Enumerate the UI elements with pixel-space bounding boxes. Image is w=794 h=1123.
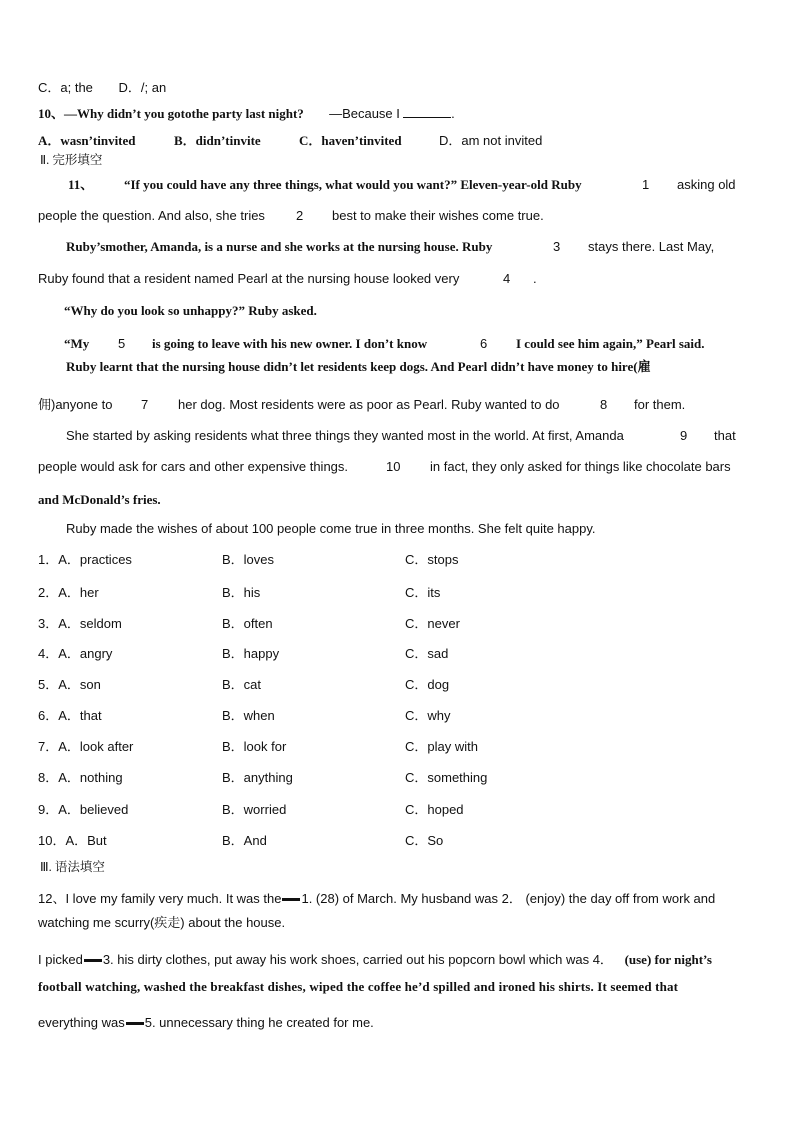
passage-line-10-a: people would ask for cars and other expensive things. [38,459,349,474]
choice-8-option-b: B．anything [222,770,293,785]
section-3-heading: Ⅲ. 语法填空 [40,860,105,874]
grammar-line-3-a: I picked [38,952,83,967]
choice-4-option-b: B．happy [222,646,280,661]
choice-5-option-b: B．cat [222,677,262,692]
choice-2-option-b: B．his [222,585,261,600]
passage-line-9-c: that [714,428,736,443]
blank-number-9: 9 [680,428,688,443]
grammar-line-5-b: 5. unnecessary thing he created for me. [144,1015,374,1030]
choice-6-option-a: 6．A．that [38,708,102,723]
choice-9-option-c: C．hoped [405,802,464,817]
blank-dash-5 [126,1022,144,1025]
blank-number-1: 1 [642,177,650,192]
choice-3-option-a: 3．A．seldom [38,616,122,631]
passage-line-6-d: I could see him again,” Pearl said. [516,336,705,351]
choice-9-option-a: 9．A．believed [38,802,129,817]
choice-5-option-a: 5．A．son [38,677,101,692]
passage-line-1-b: “If you could have any three things, what would you want?” Eleven-year-old Ruby [124,177,582,192]
choice-10-option-b: B．And [222,833,267,848]
passage-line-8-d: for them. [634,397,686,412]
grammar-line-1-b: 1. (28) of March. My husband was 2． (enjoy) the day off from work and [301,891,716,906]
blank-number-10: 10 [386,459,401,474]
choice-9-option-b: B．worried [222,802,287,817]
q9-option-d: D．/; an [118,80,167,95]
choice-8-option-a: 8．A．nothing [38,770,123,785]
choice-2-option-c: C．its [405,585,441,600]
choice-6-option-b: B．when [222,708,275,723]
grammar-line-2: watching me scurry(疾走) about the house. [38,915,286,930]
passage-line-3-a: Ruby’smother, Amanda, is a nurse and she works at the nursing house. Ruby [66,239,493,254]
passage-line-7: Ruby learnt that the nursing house didn’t let residents keep dogs. And Pearl didn’t have money to hire(雇 [66,359,651,374]
passage-line-4-a: Ruby found that a resident named Pearl at the nursing house looked very [38,271,460,286]
blank-dash-1 [282,898,300,901]
blank-number-3: 3 [553,239,561,254]
q9-option-c: C．a; the [38,80,93,95]
blank-number-4: 4 [503,271,511,286]
choice-2-option-a: 2．A．her [38,585,99,600]
q10-blank [403,106,451,118]
passage-line-10-c: in fact, they only asked for things like chocolate bars [430,459,731,474]
q10-prompt-reply: —Because I [329,106,400,121]
choice-4-option-c: C．sad [405,646,449,661]
passage-line-3-c: stays there. Last May, [588,239,715,254]
choice-7-option-b: B．look for [222,739,287,754]
choice-3-option-b: B．often [222,616,273,631]
choice-1-option-a: 1．A．practices [38,552,132,567]
passage-line-9-a: She started by asking residents what three things they wanted most in the world. At first, Amanda [66,428,624,443]
choice-8-option-c: C．something [405,770,488,785]
passage-line-4-c: . [533,271,537,286]
blank-number-7: 7 [141,397,149,412]
q10-option-d: D．am not invited [439,133,543,148]
q9-options-line [38,80,166,96]
choice-10-option-c: C．So [405,833,444,848]
choice-6-option-c: C．why [405,708,451,723]
blank-number-8: 8 [600,397,608,412]
blank-number-2: 2 [296,208,304,223]
choice-1-option-c: C．stops [405,552,459,567]
passage-line-5: “Why do you look so unhappy?” Ruby asked. [64,303,317,318]
grammar-line-3-b: 3. his dirty clothes, put away his work shoes, carried out his popcorn bowl which was 4． [102,952,613,967]
q10-option-a: A．wasn’tinvited [38,133,136,148]
passage-line-6-a: “My [64,336,90,351]
passage-line-6-c: is going to leave with his new owner. I don’t know [152,336,428,351]
grammar-line-3 [38,952,712,968]
q10-option-b: B．didn’tinvite [174,133,261,148]
passage-line-8-c: her dog. Most residents were as poor as Pearl. Ruby wanted to do [178,397,560,412]
q10-prompt-end: . [451,106,455,121]
choice-10-option-a: 10．A．But [38,833,107,848]
passage-line-12: Ruby made the wishes of about 100 people come true in three months. She felt quite happy. [66,521,596,536]
choice-7-option-c: C．play with [405,739,478,754]
blank-number-6: 6 [480,336,488,351]
grammar-line-1-a: 12、I love my family very much. It was the [38,891,282,906]
choice-4-option-a: 4．A．angry [38,646,113,661]
passage-line-8-a: 佣)anyone to [38,397,113,412]
choice-3-option-c: C．never [405,616,460,631]
q10-prompt-text: 10、—Why didn’t you gotothe party last night? [38,106,304,121]
grammar-line-5-a: everything was [38,1015,125,1030]
passage-line-2-a: people the question. And also, she tries [38,208,265,223]
grammar-line-3-c: (use) for night’s [624,952,712,967]
q10-prompt [38,106,455,122]
passage-line-2-c: best to make their wishes come true. [332,208,544,223]
blank-number-5: 5 [118,336,126,351]
choice-1-option-b: B．loves [222,552,275,567]
passage-line-1-a: 11、 [68,177,94,192]
passage-line-11: and McDonald’s fries. [38,492,161,507]
grammar-line-1 [38,891,715,907]
choice-7-option-a: 7．A．look after [38,739,134,754]
blank-dash-3 [84,959,102,962]
grammar-line-5 [38,1015,374,1031]
choice-5-option-c: C．dog [405,677,450,692]
q10-option-c: C．haven’tinvited [299,133,402,148]
grammar-line-4: football watching, washed the breakfast dishes, wiped the coffee he’d spilled and ironed his shirts. It seemed that [38,979,679,994]
passage-line-1-c: asking old [677,177,736,192]
section-2-heading: Ⅱ. 完形填空 [40,153,103,167]
